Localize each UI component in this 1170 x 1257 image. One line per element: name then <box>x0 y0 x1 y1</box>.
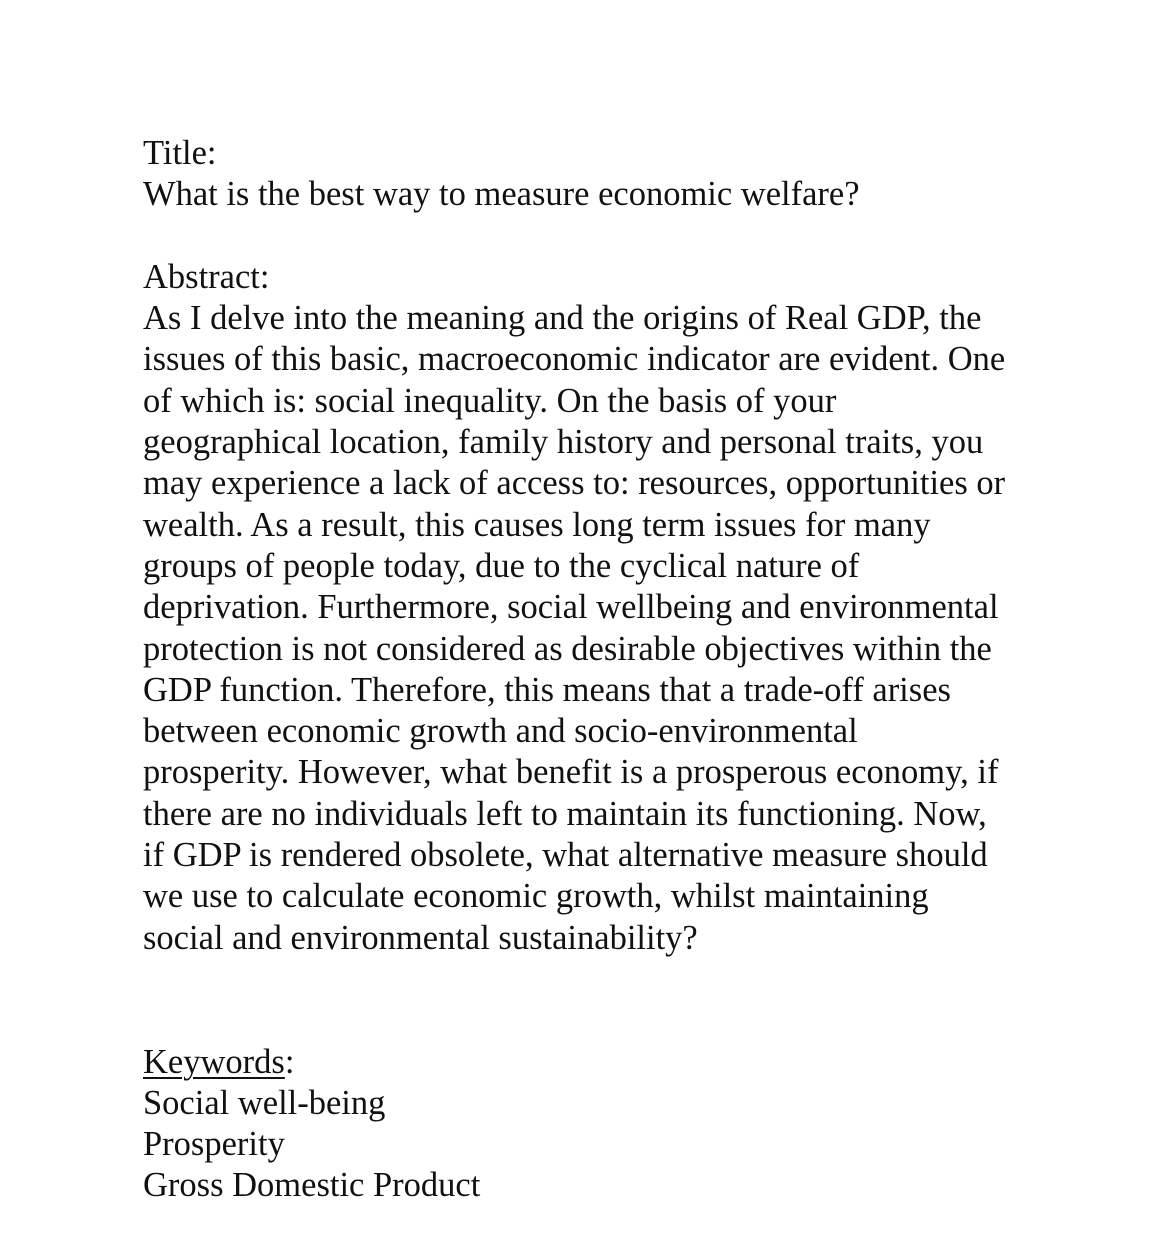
abstract-line: if GDP is rendered obsolete, what alternative measure should <box>143 836 988 875</box>
abstract-line: geographical location, family history and personal traits, you <box>143 423 984 462</box>
spacer <box>143 216 1053 257</box>
abstract-line: GDP function. Therefore, this means that a trade-off arises <box>143 670 951 709</box>
title-label: Title: <box>143 134 217 172</box>
abstract-label: Abstract: <box>143 257 270 296</box>
abstract-line: we use to calculate economic growth, whilst maintaining <box>143 877 929 916</box>
keywords-list <box>143 1083 1053 1207</box>
keywords-colon: : <box>284 1042 295 1081</box>
abstract-line: there are no individuals left to maintain its functioning. Now, <box>143 794 987 833</box>
abstract-line: between economic growth and socio-environmental <box>143 712 858 751</box>
abstract-line: social and environmental sustainability? <box>143 918 698 957</box>
abstract-line: may experience a lack of access to: resources, opportunities or <box>143 464 1006 503</box>
keyword-item: Prosperity <box>143 1125 285 1164</box>
abstract-body <box>143 298 1053 959</box>
keyword-item: Gross Domestic Product <box>143 1166 481 1205</box>
keyword-item: Social well-being <box>143 1083 386 1122</box>
abstract-line: of which is: social inequality. On the basis of your <box>143 381 837 420</box>
keywords-label: Keywords <box>143 1042 285 1081</box>
abstract-line: issues of this basic, macroeconomic indicator are evident. One <box>143 340 1006 379</box>
abstract-line: deprivation. Furthermore, social wellbeing and environmental <box>143 588 999 627</box>
abstract-line: prosperity. However, what benefit is a prosperous economy, if <box>143 753 999 792</box>
abstract-line: wealth. As a result, this causes long term issues for many <box>143 505 931 544</box>
abstract-line: As I delve into the meaning and the origins of Real GDP, the <box>143 299 982 338</box>
title-text: What is the best way to measure economic welfare? <box>143 175 860 214</box>
abstract-line: groups of people today, due to the cyclical nature of <box>143 546 860 585</box>
abstract-line: protection is not considered as desirable objectives within the <box>143 629 992 668</box>
keywords-heading <box>143 1042 1053 1083</box>
spacer <box>143 959 1053 1042</box>
document-page <box>143 133 1053 1207</box>
